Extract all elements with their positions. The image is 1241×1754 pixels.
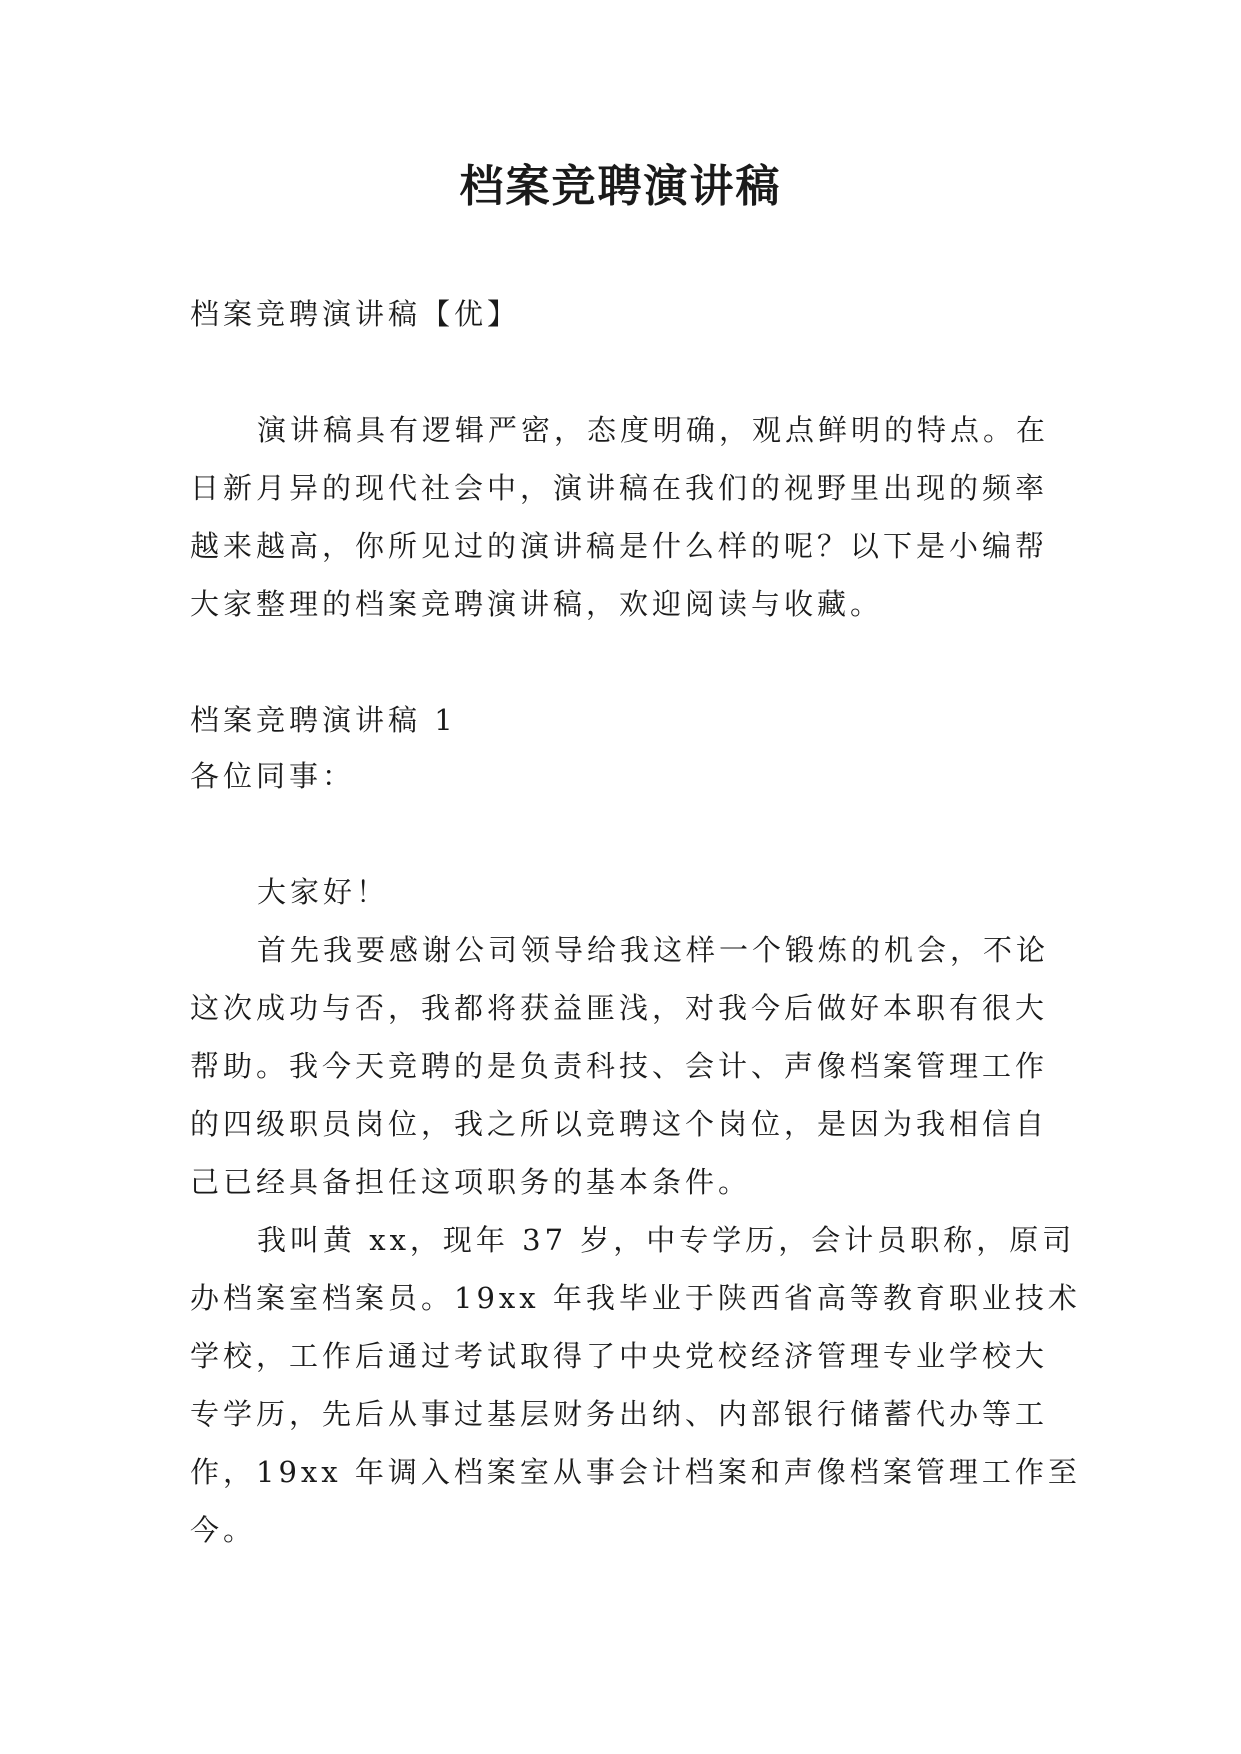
intro-line: 越来越高，你所见过的演讲稿是什么样的呢？以下是小编帮	[190, 529, 1049, 563]
section-heading: 档案竞聘演讲稿 1	[190, 703, 457, 737]
paragraph-line: 作，19xx 年调入档案室从事会计档案和声像档案管理工作至	[190, 1455, 1081, 1489]
document-title: 档案竞聘演讲稿	[459, 161, 782, 212]
paragraph-line: 我叫黄 xx，现年 37 岁，中专学历，会计员职称，原司	[257, 1223, 1076, 1257]
intro-line: 日新月异的现代社会中，演讲稿在我们的视野里出现的频率	[190, 471, 1049, 505]
salutation: 各位同事：	[190, 759, 356, 793]
paragraph-line: 今。	[190, 1513, 257, 1547]
paragraph-line: 这次成功与否，我都将获益匪浅，对我今后做好本职有很大	[190, 991, 1049, 1025]
document-subtitle: 档案竞聘演讲稿【优】	[190, 297, 521, 331]
paragraph-line: 的四级职员岗位，我之所以竞聘这个岗位，是因为我相信自	[190, 1107, 1049, 1141]
paragraph-line: 首先我要感谢公司领导给我这样一个锻炼的机会，不论	[257, 933, 1050, 967]
paragraph-line: 学校，工作后通过考试取得了中央党校经济管理专业学校大	[190, 1339, 1049, 1373]
paragraph-line: 帮助。我今天竞聘的是负责科技、会计、声像档案管理工作	[190, 1049, 1049, 1083]
intro-line: 大家整理的档案竞聘演讲稿，欢迎阅读与收藏。	[190, 587, 884, 621]
paragraph-line: 办档案室档案员。19xx 年我毕业于陕西省高等教育职业技术	[190, 1281, 1081, 1315]
greeting: 大家好！	[257, 875, 390, 909]
paragraph-line: 己已经具备担任这项职务的基本条件。	[190, 1165, 752, 1199]
paragraph-line: 专学历，先后从事过基层财务出纳、内部银行储蓄代办等工	[190, 1397, 1049, 1431]
intro-line: 演讲稿具有逻辑严密，态度明确，观点鲜明的特点。在	[257, 413, 1050, 447]
